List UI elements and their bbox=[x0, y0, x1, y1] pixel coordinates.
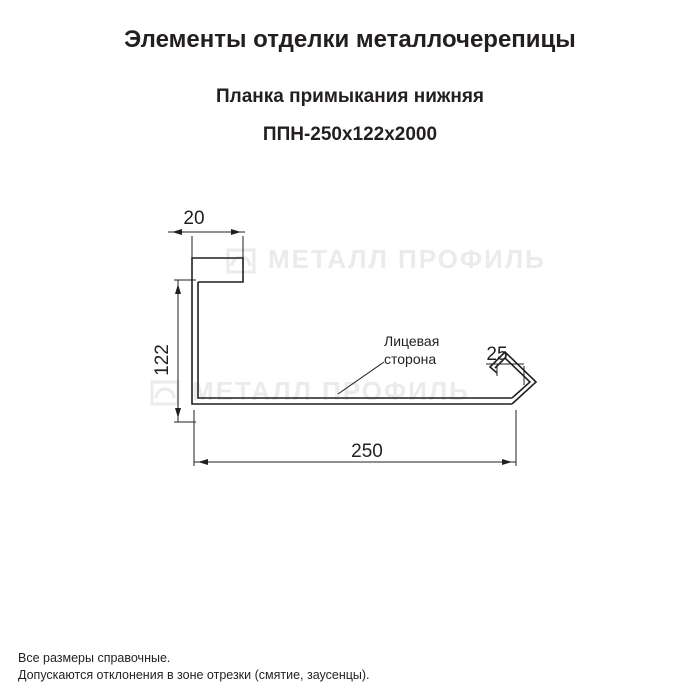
watermark-text: МЕТАЛЛ ПРОФИЛЬ bbox=[268, 244, 546, 274]
footnote-line-2: Допускаются отклонения в зоне отрезки (смятие, заусенцы). bbox=[18, 668, 370, 682]
watermark-text: МЕТАЛЛ ПРОФИЛЬ bbox=[192, 376, 470, 406]
product-name: Планка примыкания нижняя bbox=[215, 86, 485, 107]
watermark-group bbox=[152, 244, 546, 406]
dimension-20-label: 20 bbox=[183, 208, 205, 229]
footnotes bbox=[18, 650, 678, 684]
face-side-label-line2: сторона bbox=[384, 351, 437, 367]
dimension-25-label: 25 bbox=[486, 344, 508, 365]
page-title: Элементы отделки металлочерепицы bbox=[124, 26, 576, 53]
dimension-25 bbox=[486, 364, 524, 385]
technical-drawing bbox=[0, 170, 700, 530]
face-side-label-line1: Лицевая bbox=[384, 333, 440, 349]
dimension-122-label: 122 bbox=[152, 344, 173, 376]
dimension-20 bbox=[168, 229, 245, 262]
footnote-line-1: Все размеры справочные. bbox=[18, 651, 171, 665]
product-code: ППН-250х122х2000 bbox=[262, 124, 438, 145]
dimension-250-label: 250 bbox=[351, 441, 383, 462]
